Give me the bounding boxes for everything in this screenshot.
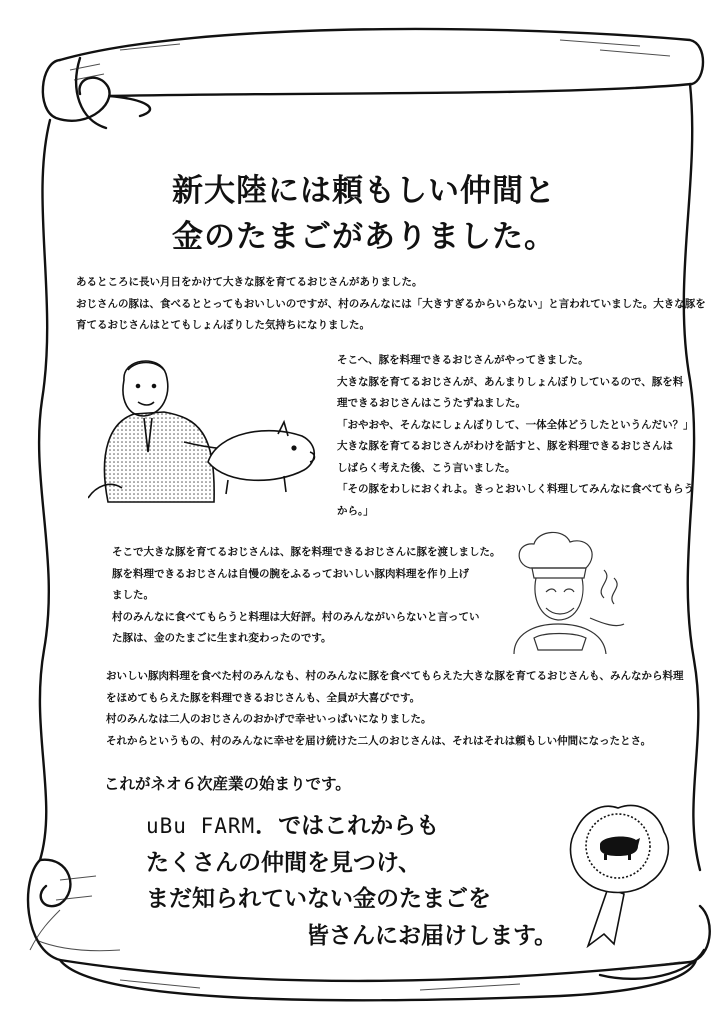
story-line: をほめてもらえた豚を料理できるおじさんも、全員が大喜びです。 [106,691,421,704]
headline-line-1: 新大陸には頼もしい仲間と [172,173,556,209]
story-line: おじさんの豚は、食べるととってもおいしいのですが、村のみんなには「大きすぎるからいらない」と言われていました。大きな豚を [76,297,706,310]
headline [172,168,556,260]
story-line: あるところに長い月日をかけて大きな豚を育てるおじさんがありました。 [76,276,423,288]
story-line: 理できるおじさんはこうたずねました。 [337,397,526,409]
closing-line-2: たくさんの仲間を見つけ、 [146,849,422,876]
story-line: から。」 [337,504,374,517]
story-line: おいしい豚肉料理を食べた村のみんなも、村のみんなに豚を食べてもらえた大きな豚を育てるおじさんも、みんなから料理 [106,670,684,682]
chef-illustration [494,528,632,656]
story-line: それからというもの、村のみんなに幸せを届け続けた二人のおじさんは、それはそれは頼もしい仲間になったとさ。 [106,734,652,747]
story-paragraph-2 [337,350,694,522]
closing-line-4: 皆さんにお届けします。 [306,922,558,949]
closing-line-1-text: ．ではこれからも [255,813,440,839]
story-paragraph-4 [106,666,696,752]
story-line: そこで大きな豚を育てるおじさんは、豚を料理できるおじさんに豚を渡しました。 [112,546,501,558]
story-line: 豚を料理できるおじさんは自慢の腕をふるっておいしい豚肉料理を作り上げ [112,567,469,580]
ubu-farm-rosette-seal [558,798,676,948]
headline-line-2: 金のたまごがありました。 [172,219,556,255]
closing-message [146,808,557,954]
story-paragraph-3 [112,542,501,650]
pig-farmer-illustration [88,352,320,504]
brand-name: uBu FARM [146,814,256,838]
story-line: 大きな豚を育てるおじさんが、あんまりしょんぼりしているので、豚を料 [337,375,684,388]
neo-sixth-industry-line: これがネオ６次産業の始まりです。 [104,775,351,793]
story-paragraph-1 [76,272,706,337]
closing-line-1 [146,808,557,845]
story-line: 大きな豚を育てるおじさんがわけを話すと、豚を料理できるおじさんは [337,440,673,452]
closing-line-3: まだ知られていない金のたまごを [146,886,491,912]
story-line: 「おやおや、そんなにしょんぼりして、一体全体どうしたというんだい？」 [337,418,694,431]
story-line: 村のみんなに食べてもらうと料理は大好評。村のみんながいらないと言ってい [112,610,480,623]
story-line: 育てるおじさんはとてもしょんぼりした気持ちになりました。 [76,319,370,331]
story-line: た豚は、金のたまごに生まれ変わったのです。 [112,632,332,644]
story-line: ました。 [112,589,154,601]
story-line: 「その豚をわしにおくれよ。きっとおいしく料理してみんなに食べてもらう [337,483,694,495]
story-line: 村のみんなは二人のおじさんのおかげで幸せいっぱいになりました。 [106,713,432,725]
story-line: そこへ、豚を料理できるおじさんがやってきました。 [337,354,589,366]
story-line: しばらく考えた後、こう言いました。 [337,461,516,474]
